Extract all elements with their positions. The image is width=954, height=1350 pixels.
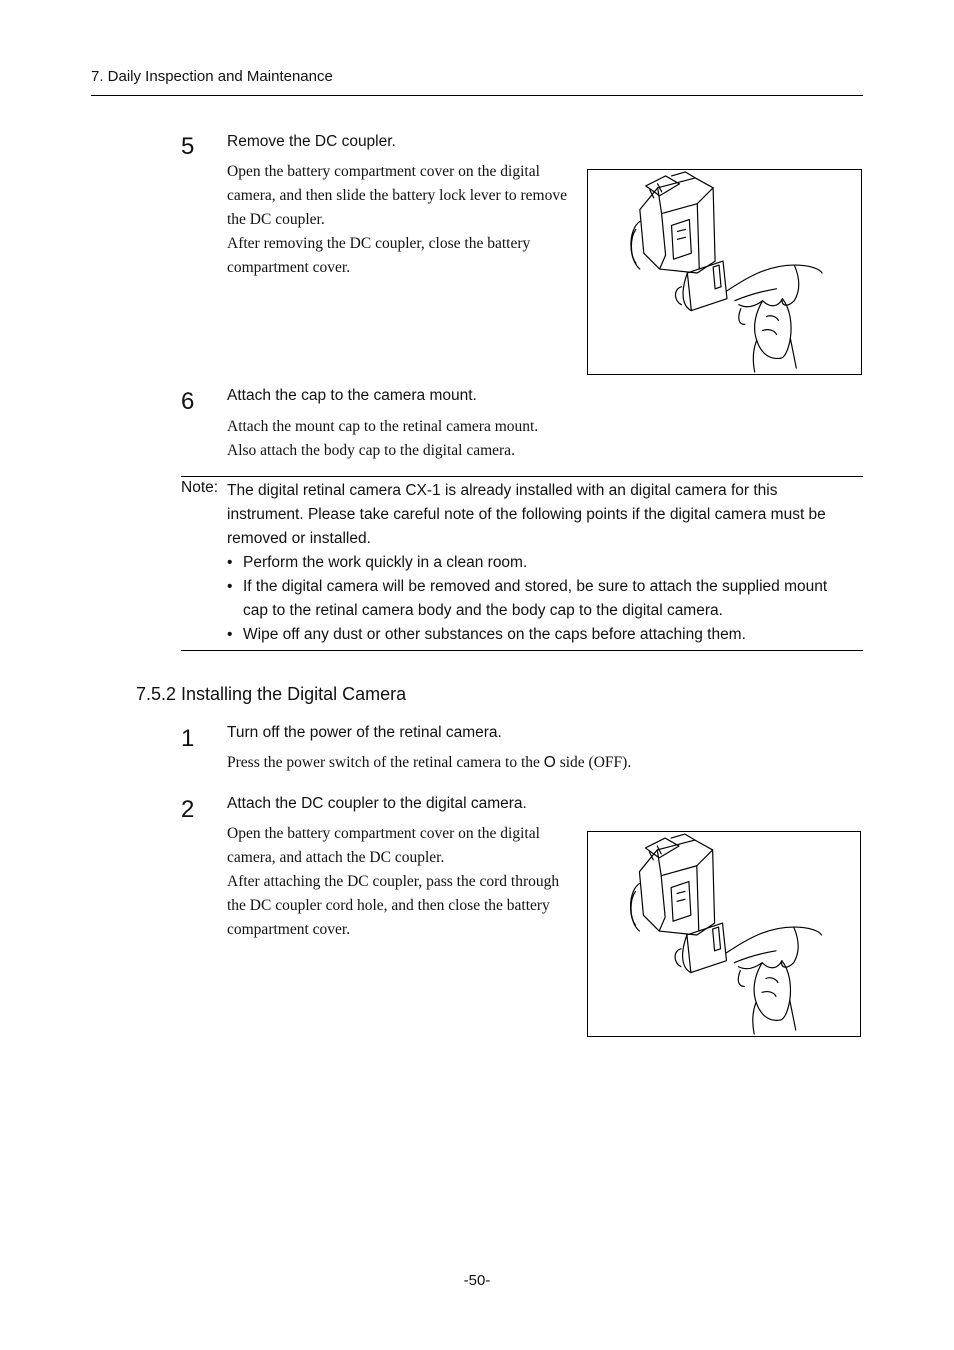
install-step-2-body-line: camera, and attach the DC coupler. [227,849,445,866]
note-line: removed or installed. [227,530,371,547]
install-step-1-body-line [227,751,827,775]
bullet-icon: • [227,578,233,595]
note-bullet-line: Wipe off any dust or other substances on the caps before attaching them. [243,626,746,643]
step-5-body-line: camera, and then slide the battery lock lever to remove [227,187,567,204]
page-number: -50- [463,1272,491,1289]
step-5-body-line: compartment cover. [227,259,351,276]
install-step-2-title: Attach the DC coupler to the digital camera. [227,795,527,812]
header-divider [91,95,863,96]
off-symbol: O [543,754,556,771]
install-step-2-body-line: Open the battery compartment cover on the digital [227,825,540,842]
bullet-icon: • [227,626,233,643]
step-5-number: 5 [181,133,195,160]
camera-hand-drawing [588,170,861,374]
step-5-title: Remove the DC coupler. [227,133,396,150]
install-step-1-title: Turn off the power of the retinal camera. [227,724,502,741]
remove-dc-coupler-illustration [587,169,862,375]
install-step-2-body-line: the DC coupler cord hole, and then close the battery [227,897,550,914]
section-title: 7.5.2 Installing the Digital Camera [136,684,407,704]
install-step-1-body [227,751,827,775]
install-step-2-body [227,822,579,942]
step-6-body [227,415,827,463]
note-bullet-item [227,551,857,575]
bullet-icon: • [227,554,233,571]
install-step-2-body-line: compartment cover. [227,921,351,938]
install-step-2-body-line: After attaching the DC coupler, pass the cord through [227,873,560,890]
attach-dc-coupler-illustration [587,831,861,1037]
note-label: Note: [181,479,219,496]
note-bullet-line: cap to the retinal camera body and the body cap to the digital camera. [243,602,723,619]
note-bullet-item [227,575,857,623]
camera-hand-drawing [588,832,860,1036]
note-body [227,479,857,647]
note-bullet-line: Perform the work quickly in a clean room. [243,554,528,571]
note-bullet-item [227,623,857,647]
step-6-body-line: Attach the mount cap to the retinal camera mount. [227,418,539,435]
step-5-body-line: the DC coupler. [227,211,325,228]
step-5-body [227,160,579,280]
step-5-body-line: Open the battery compartment cover on the digital [227,163,540,180]
install-step-1-text-after: side (OFF). [555,754,632,771]
step-6-title: Attach the cap to the camera mount. [227,387,477,404]
note-line: instrument. Please take careful note of the following points if the digital camera must be [227,506,826,523]
chapter-header: 7. Daily Inspection and Maintenance [91,68,333,85]
note-bullet-line: If the digital camera will be removed and stored, be sure to attach the supplied mount [243,578,828,595]
note-bottom-rule [181,650,863,651]
note-line: The digital retinal camera CX-1 is already installed with an digital camera for this [227,482,778,499]
note-top-rule [181,476,863,477]
install-step-1-text-before: Press the power switch of the retinal camera to the [227,754,544,771]
step-5-body-line: After removing the DC coupler, close the battery [227,235,531,252]
install-step-1-number: 1 [181,725,195,752]
step-6-body-line: Also attach the body cap to the digital camera. [227,442,515,459]
step-6-number: 6 [181,388,195,415]
install-step-2-number: 2 [181,796,195,823]
